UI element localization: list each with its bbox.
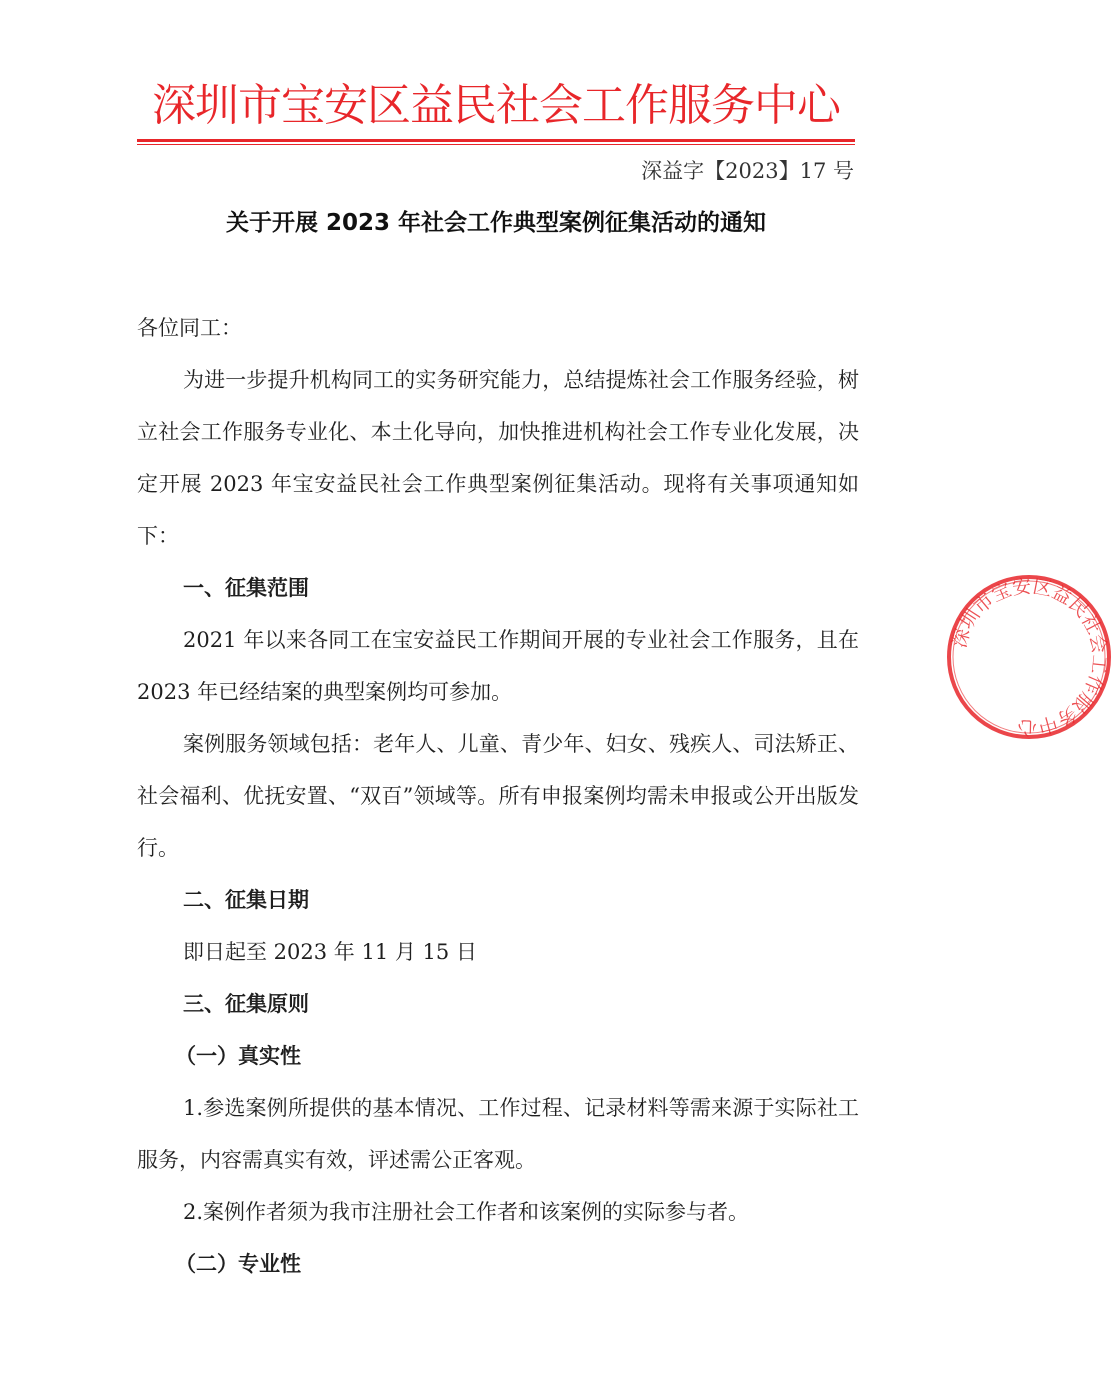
header-rule-thick [137, 139, 855, 142]
scope-paragraph-1: 2021 年以来各同工在宝安益民工作期间开展的专业社会工作服务，且在 2023 年已经结案的典型案例均可参加。 [137, 628, 859, 704]
authenticity-item-1: 1.参选案例所提供的基本情况、工作过程、记录材料等需来源于实际社工服务，内容需真实有效，评述需公正客观。 [137, 1096, 859, 1172]
section-heading-principles: 三、征集原则 [183, 992, 309, 1016]
section-heading-scope: 一、征集范围 [183, 576, 309, 600]
seal-text: 深圳市宝安区益民社会工作服务中心 [948, 575, 1111, 739]
date-paragraph: 即日起至 2023 年 11 月 15 日 [183, 940, 477, 964]
organization-header: 深圳市宝安区益民社会工作服务中心 [152, 80, 840, 131]
scope-paragraph-2: 案例服务领域包括：老年人、儿童、青少年、妇女、残疾人、司法矫正、社会福利、优抚安置、“双百”领域等。所有申报案例均需未申报或公开出版发行。 [137, 732, 859, 860]
subheading-authenticity: （一）真实性 [175, 1044, 301, 1068]
section-heading-date: 二、征集日期 [183, 888, 309, 912]
authenticity-item-2: 2.案例作者须为我市注册社会工作者和该案例的实际参与者。 [183, 1200, 750, 1224]
document-body [137, 302, 859, 1290]
document-number: 深益字【2023】17 号 [641, 159, 854, 183]
official-seal-stamp [944, 572, 1114, 742]
subheading-professionalism: （二）专业性 [175, 1252, 301, 1276]
header-rule-thin [137, 144, 855, 145]
intro-paragraph: 为进一步提升机构同工的实务研究能力，总结提炼社会工作服务经验，树立社会工作服务专业化、本土化导向，加快推进机构社会工作专业化发展，决定开展 2023 年宝安益民社会工作典型案例征集活动。现将有关事项通知如下： [137, 368, 859, 548]
salutation: 各位同工： [137, 316, 242, 340]
document-title: 关于开展 2023 年社会工作典型案例征集活动的通知 [225, 210, 767, 236]
